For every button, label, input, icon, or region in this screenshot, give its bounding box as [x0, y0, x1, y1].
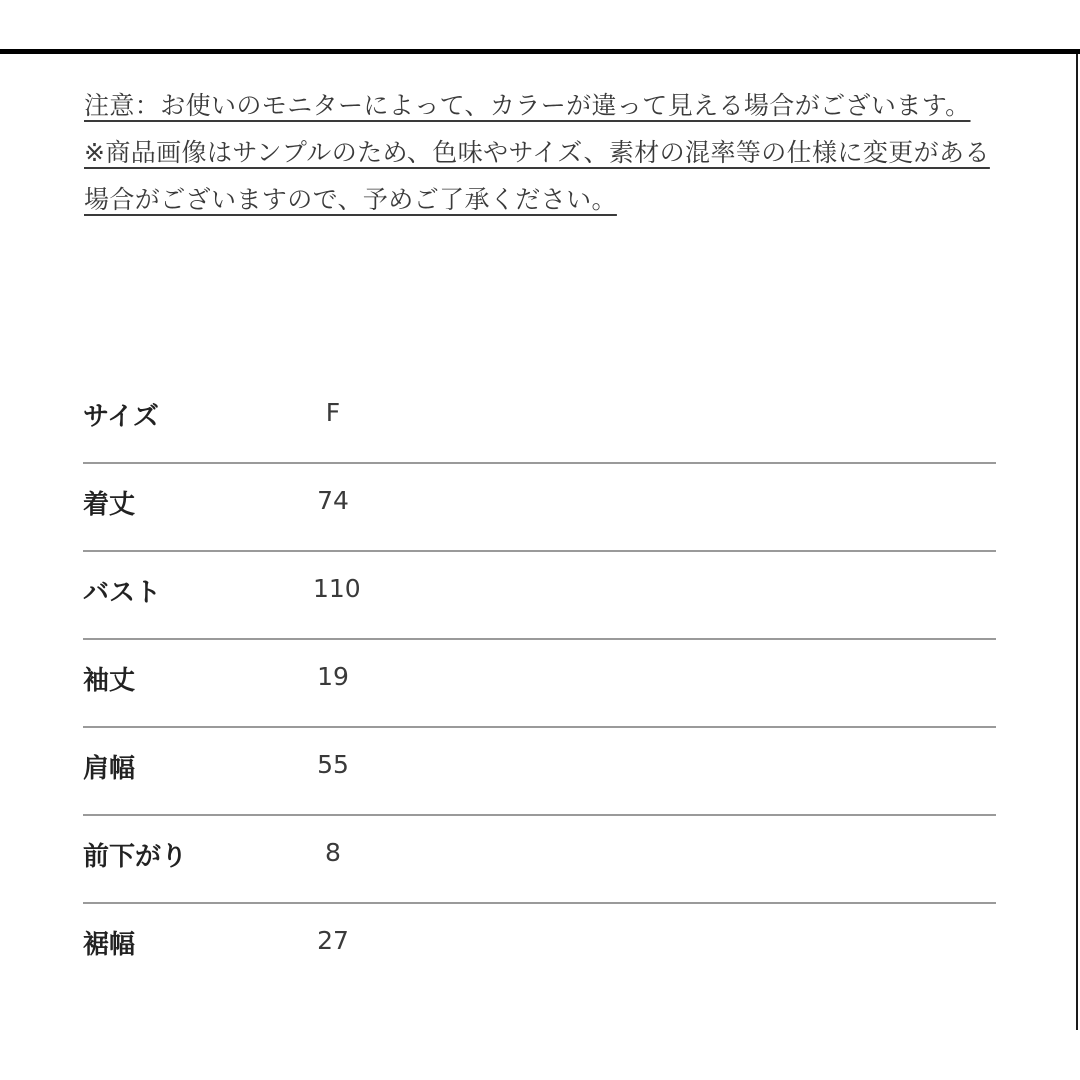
spec-label: 肩幅: [83, 754, 136, 784]
spec-value: 110: [313, 574, 361, 603]
right-border: [1076, 54, 1078, 1030]
size-spec-table: [83, 376, 996, 990]
spec-label: 袖丈: [83, 666, 136, 696]
spec-label: 前下がり: [83, 842, 188, 872]
notice-block: [84, 82, 994, 223]
spec-value: 27: [317, 926, 349, 955]
sample-note: [84, 129, 994, 223]
spec-label: 裾幅: [83, 930, 136, 960]
spec-row-size: [83, 376, 996, 464]
spec-value: 8: [325, 838, 341, 867]
spec-label: バスト: [83, 578, 162, 608]
spec-row-length: [83, 464, 996, 552]
spec-row-shoulder: [83, 728, 996, 816]
spec-row-bust: [83, 552, 996, 640]
spec-label: 着丈: [83, 490, 136, 520]
top-border: [0, 49, 1080, 54]
spec-value: 55: [317, 750, 349, 779]
spec-value: 19: [317, 662, 349, 691]
sample-note-text: ※商品画像はサンプルのため、色味やサイズ、素材の混率等の仕様に変更がある場合がございますので、予めご了承ください。: [84, 138, 990, 214]
caution-text: 注意：お使いのモニターによって、カラーが違って見える場合がございます。: [84, 91, 971, 120]
spec-value: 74: [317, 486, 349, 515]
spec-row-front-drop: [83, 816, 996, 904]
spec-row-sleeve: [83, 640, 996, 728]
spec-value: F: [325, 398, 341, 427]
caution-note: [84, 82, 994, 129]
spec-label: サイズ: [83, 402, 159, 432]
spec-row-hem: [83, 904, 996, 990]
